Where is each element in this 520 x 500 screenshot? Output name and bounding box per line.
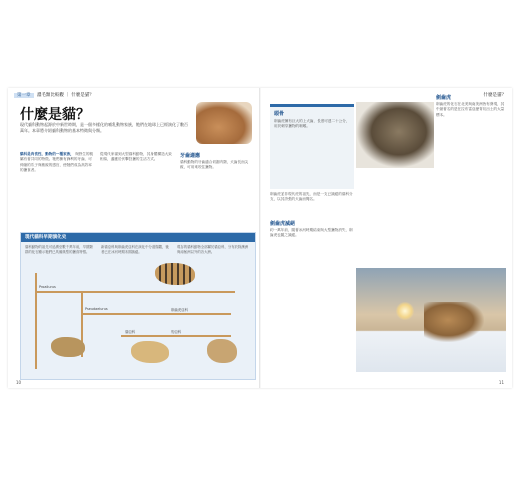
intro-paragraph: 現代貓科動物起源於中新世時期，是一個多樣化的哺乳動物家族，牠們在地球上已經演化了數百萬年。本章將介紹貓科動物的基本特徵與分類。 [20,122,188,133]
running-head-left [14,92,94,98]
tree-label-1: Proailurus [39,285,56,289]
evolution-text-3: 現存的貓科動物全部屬於貓亞科，分布於除澳洲與南極洲以外的各大洲。 [177,245,249,254]
right-page [260,88,512,388]
page-title: 什麼是貓？ [20,107,90,123]
running-head-text: 濃毛類比較觀 ｜ 什麼是貓？ [36,93,94,98]
tree-branch-1 [35,291,235,293]
evolution-box [20,232,256,380]
book-spread [8,88,512,388]
cat-illustration-2 [207,339,237,363]
right-column-2: 約一萬年前，隨著冰河時期結束與大型獵物消失，劍齒虎也隨之滅絕。 [270,228,353,238]
sabertooth-figure [424,302,484,342]
right-column-heading: 劍齒虎滅絕 [270,221,296,227]
column-3: 貓科動物的牙齒適合切割肉類，犬齒長而尖銳，可用來咬住獵物。 [180,160,249,170]
cats-photo [196,102,252,144]
lion-illustration [131,341,169,363]
page-number-right: 11 [498,380,504,385]
page-number-left: 10 [16,380,22,385]
tree-label-5: 劍齒虎亞科 [171,308,188,312]
skull-box-heading: 頭骨 [274,111,285,117]
column-2: 從現代家貓到大型貓科動物，其身體構造大致相似，適應於伏擊狩獵的生活方式。 [100,152,172,162]
evolution-heading: 現代貓科早期演化史 [21,233,255,242]
skull-box-text: 劍齒虎擁有巨大的上犬齒，長度可達二十公分，用於刺穿獵物的咽喉。 [274,119,350,129]
column-1-text: 與野生的親屬有著共同的特徵。牠們擁有鋒利的牙齒、可伸縮的爪子與敏銳的感官，使牠們成為高效率的獵食者。 [20,152,94,173]
sidebar-heading: 劍齒虎 [436,95,452,101]
sabertooth-scene-photo [356,268,506,372]
evolution-text-1: 貓科動物的祖先可追溯至數千萬年前，早期類群的化石顯示牠們已具備典型的獵食特徵。 [25,245,93,254]
sidebar-text: 劍齒虎的化石在北美與南美洲皆有發現，其中最著名的是在拉布雷亞瀝青坑出土的大量標本。 [436,102,505,117]
evolution-text-2: 新貓亞科與劍齒虎亞科在演化中分道揚鑣，後者已在冰河時期末期滅絕。 [101,245,169,254]
column-1 [20,152,94,174]
column-1-lead: 貓科是肉食性、動物的一種家族， [20,152,74,156]
cat-illustration-1 [51,337,85,357]
right-column-1: 劍齒虎並非現代虎的祖先，而是一支已滅絕的貓科分支，以其誇張的犬齒而聞名。 [270,192,353,202]
tiger-illustration [155,263,195,285]
tree-trunk [35,273,37,369]
tree-label-2: Pseudaelurus [85,307,108,311]
running-head-right: 什麼是貓？ [483,93,506,98]
tree-branch-2 [81,313,231,315]
skull-sidebar-box [270,104,354,189]
left-page [8,88,260,388]
sun-glow [396,302,414,320]
tree-label-4: 豹亞科 [171,330,182,334]
chapter-tag: 第一章 [14,93,34,98]
column-3-heading: 牙齒適應 [180,153,201,159]
tree-branch-3 [121,335,231,337]
sabertooth-skull-photo [356,102,434,168]
tree-label-3: 貓亞科 [125,330,136,334]
